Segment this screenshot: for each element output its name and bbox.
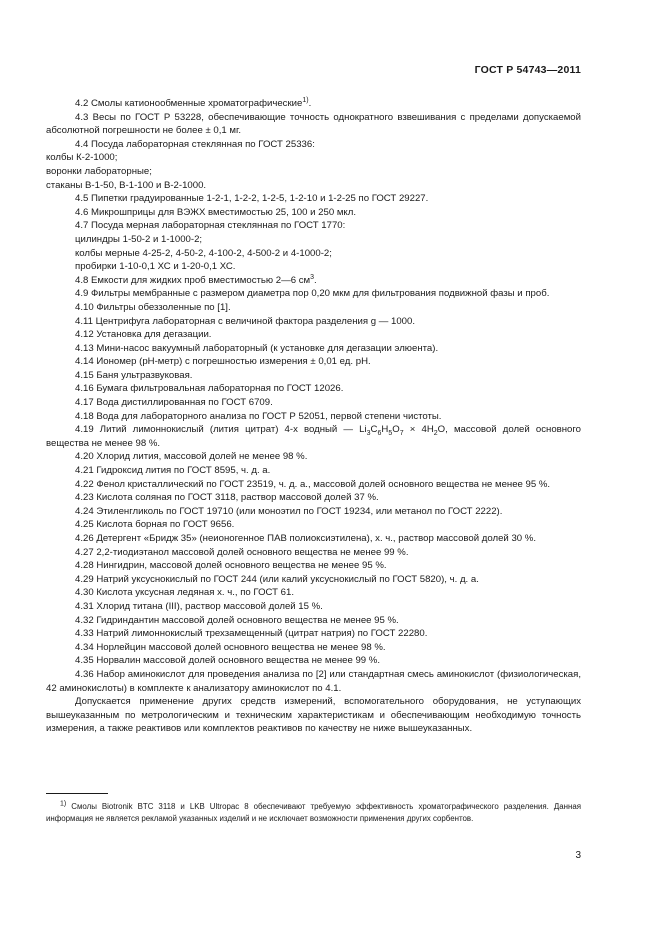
item-4-5: 4.5 Пипетки градуированные 1-2-1, 1-2-2, 1-2-5, 1-2-10 и 1-2-25 по ГОСТ 29227. <box>75 193 429 205</box>
item-4-9: 4.9 Фильтры мембранные с размером диаметра пор 0,20 мкм для фильтрования подвижной фазы и проб. <box>75 288 550 300</box>
footnote-ref: 1) <box>302 96 309 104</box>
item-4-14: 4.14 Иономер (рН-метр) с погрешностью измерения ± 0,01 ед. рН. <box>75 356 371 368</box>
item-4-29: 4.29 Натрий уксуснокислый по ГОСТ 244 (или калий уксуснокислый по ГОСТ 5820), ч. д. а. <box>75 573 479 585</box>
item-4-7-a: цилиндры 1-50-2 и 1-1000-2; <box>75 233 203 245</box>
item-4-11: 4.11 Центрифуга лабораторная с величиной фактора разделения g — 1000. <box>75 315 416 327</box>
item-4-26: 4.26 Детергент «Бридж 35» (неионогенное ПАВ полиоксиэтилена), х. ч., раствор массовой долей 30 %. <box>75 533 536 544</box>
item-4-28: 4.28 Нингидрин, массовой долей основного вещества не менее 95 %. <box>75 560 387 572</box>
item-4-24: 4.24 Этиленгликоль по ГОСТ 19710 (или моноэтил по ГОСТ 19234, или метанол по ГОСТ 2222). <box>75 505 503 517</box>
item-4-7: 4.7 Посуда мерная лабораторная стеклянная по ГОСТ 1770: <box>75 220 346 232</box>
item-4-4: 4.4 Посуда лабораторная стеклянная по ГОСТ 25336: <box>75 138 315 150</box>
item-4-33: 4.33 Натрий лимоннокислый трехзамещенный (цитрат натрия) по ГОСТ 22280. <box>75 628 428 640</box>
closing-paragraph: Допускается применение других средств измерений, вспомогательного оборудования, не уступающих вышеуказанным по метрологическим и техническим характеристикам и обеспечивающим необходимую точность измерения, а также реактивов или комплектов реактивов по качеству не ниже вышеуказанных. <box>46 696 581 735</box>
item-4-4-c: стаканы В-1-50, В-1-100 и В-2-1000. <box>46 179 207 191</box>
item-4-18: 4.18 Вода для лабораторного анализа по ГОСТ Р 52051, первой степени чистоты. <box>75 410 442 422</box>
page-number: 3 <box>575 850 581 861</box>
item-4-6: 4.6 Микрошприцы для ВЭЖХ вместимостью 25, 100 и 250 мкл. <box>75 206 357 218</box>
footnote-text: Смолы Biotronik BTC 3118 и LKB Ultropac 8 обеспечивают требуемую эффективность хроматографического разделения. Данная информация не является рекламой указанных изделий и не исключает возможности применения других сорбентов. <box>46 802 581 824</box>
item-4-10: 4.10 Фильтры обеззоленные по [1]. <box>75 301 231 313</box>
item-4-21: 4.21 Гидроксид лития по ГОСТ 8595, ч. д. а. <box>75 465 271 477</box>
item-4-34: 4.34 Норлейцин массовой долей основного вещества не менее 98 %. <box>75 641 386 653</box>
item-4-32: 4.32 Гидриндантин массовой долей основного вещества не менее 95 %. <box>75 614 399 626</box>
item-4-25: 4.25 Кислота борная по ГОСТ 9656. <box>75 519 235 531</box>
item-4-15: 4.15 Баня ультразвуковая. <box>75 369 193 381</box>
item-4-4-a: колбы К-2-1000; <box>46 152 118 164</box>
item-4-8: 4.8 Емкости для жидких проб вместимостью 2—6 $см^3$. <box>75 273 317 286</box>
footnote-divider <box>46 793 108 794</box>
item-4-3: 4.3 Весы по ГОСТ Р 53228, обеспечивающие точность однократного взвешивания с пределами допускаемой абсолютной погрешности не более ± 0,1 мг. <box>46 111 581 137</box>
item-4-7-c: пробирки 1-10-0,1 ХС и 1-20-0,1 ХС. <box>75 261 236 273</box>
item-4-30: 4.30 Кислота уксусная ледяная х. ч., по ГОСТ 61. <box>75 587 294 599</box>
item-4-17: 4.17 Вода дистиллированная по ГОСТ 6709. <box>75 397 273 409</box>
item-4-36: 4.36 Набор аминокислот для проведения анализа по [2] или стандартная смесь аминокислот (физиологическая, 42 аминокислоты) в комплекте к анализатору аминокислот по 4.1. <box>46 668 581 694</box>
item-4-19: 4.19 Литий лимоннокислый (лития цитрат) 4-х водный — $Li_3C_6H_5O_7 \times 4H_2O$, массовой долей основного вещества не менее 98 %. <box>46 424 582 449</box>
item-4-27: 4.27 2,2-тиодиэтанол массовой долей основного вещества не менее 99 %. <box>75 546 409 558</box>
footnote <box>46 801 581 826</box>
item-4-12: 4.12 Установка для дегазации. <box>75 329 212 341</box>
item-4-2: 4.2 Смолы катионообменные хроматографические$^{1)}$. <box>75 96 312 109</box>
item-4-35: 4.35 Норвалин массовой долей основного вещества не менее 99 %. <box>75 655 380 667</box>
footnote-marker: 1) <box>60 800 67 808</box>
item-4-16: 4.16 Бумага фильтровальная лабораторная по ГОСТ 12026. <box>75 383 344 395</box>
item-4-31: 4.31 Хлорид титана (III), раствор массовой долей 15 %. <box>75 600 323 612</box>
item-4-23: 4.23 Кислота соляная по ГОСТ 3118, раствор массовой долей 37 %. <box>75 492 379 504</box>
item-4-20: 4.20 Хлорид лития, массовой долей не менее 98 %. <box>75 451 308 463</box>
item-4-4-b: воронки лабораторные; <box>46 165 152 177</box>
item-4-7-b: колбы мерные 4-25-2, 4-50-2, 4-100-2, 4-500-2 и 4-1000-2; <box>75 247 332 259</box>
document-body <box>46 97 581 736</box>
item-4-22: 4.22 Фенол кристаллический по ГОСТ 23519, ч. д. а., массовой долей основного вещества не менее 95 %. <box>75 478 551 490</box>
item-4-13: 4.13 Мини-насос вакуумный лабораторный (к установке для дегазации элюента). <box>75 342 439 354</box>
document-header: ГОСТ Р 54743—2011 <box>474 64 581 76</box>
